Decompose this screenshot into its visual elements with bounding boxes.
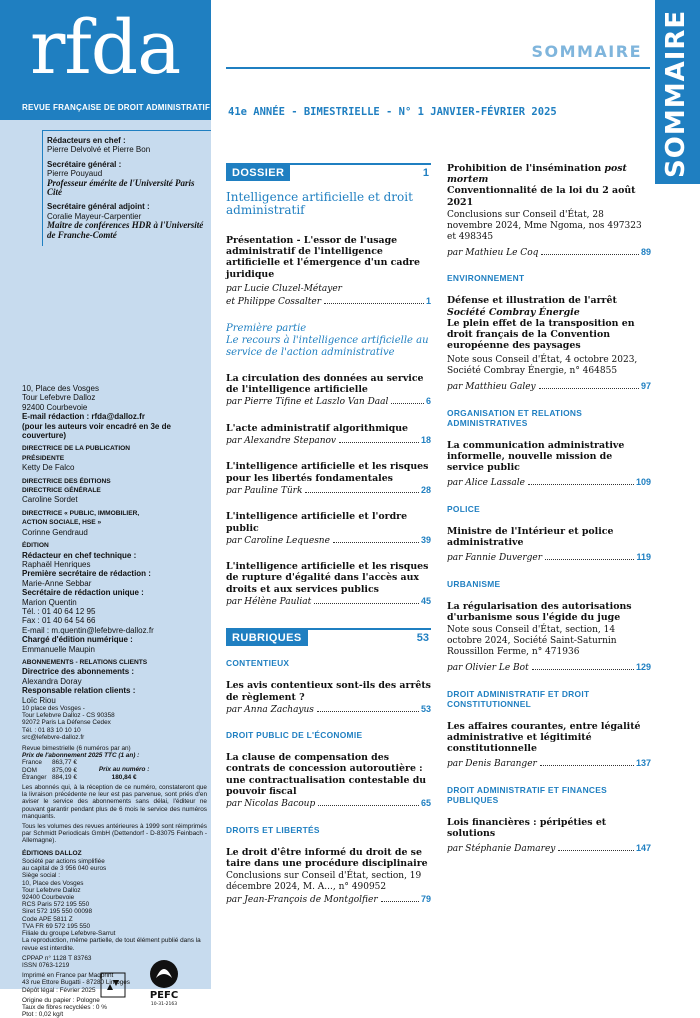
leader-dots bbox=[545, 559, 634, 560]
dossier-page[interactable]: 1 bbox=[422, 167, 429, 179]
volumes-text: Tous les volumes des revues antérieures à 1999 sont réimprimés par Schmidt Periodicals GmbH (Dettendorf - D-83075 Feinbach - Allemagne). bbox=[22, 823, 207, 845]
cppap: CPPAP n° 1128 T 83763 bbox=[22, 954, 92, 962]
dossier-header bbox=[226, 163, 431, 181]
entry-title: Présentation - L'essor de l'usage administratif de l'intelligence artificielle et l'émergence d'un cadre juridique bbox=[226, 235, 420, 280]
toc-entry[interactable] bbox=[226, 561, 431, 608]
prix-num-label: Prix au numéro : bbox=[98, 766, 150, 774]
category-heading: DROIT ADMINISTRATIF ET DROIT CONSTITUTIONNEL bbox=[447, 688, 590, 709]
toc-right-column bbox=[447, 163, 651, 870]
entry-title: La communication administrative informelle, nouvelle mission de service public bbox=[447, 439, 625, 474]
prem-sec-label: Première secrétaire de rédaction : bbox=[22, 569, 151, 579]
pefc-code: 10-31-2163 bbox=[150, 1002, 178, 1007]
prem-sec: Marie-Anne Sebbar bbox=[22, 578, 92, 588]
entry-page: 119 bbox=[636, 552, 651, 563]
leader-dots bbox=[528, 484, 634, 485]
entry-page: 137 bbox=[635, 758, 651, 769]
category-heading: POLICE bbox=[447, 503, 480, 514]
sec-unique: Marion Quentin bbox=[22, 597, 77, 607]
price-value: 863,77 € bbox=[52, 759, 77, 767]
leader-dots bbox=[318, 805, 419, 806]
dir-pub-label2: PRÉSIDENTE bbox=[22, 454, 65, 462]
entry-author: par Jean-François de Montgolfier bbox=[226, 894, 378, 905]
redac-chef: Pierre Delvolvé et Pierre Bon bbox=[47, 145, 151, 155]
price-label: France bbox=[22, 759, 42, 767]
entry-title: Les avis contentieux sont-ils des arrêts de règlement ? bbox=[226, 680, 431, 703]
resp-addr: 10 place des Vosges - bbox=[22, 705, 85, 712]
leader-dots bbox=[339, 442, 419, 443]
entry-author: par Denis Baranger bbox=[447, 759, 537, 770]
sga-label: Secrétaire général adjoint : bbox=[47, 202, 150, 212]
sga-title: Maître de conférences HDR à l'Université de Franche-Comté bbox=[47, 220, 204, 240]
toc-entry[interactable] bbox=[447, 163, 651, 259]
entry-title: L'acte administratif algorithmique bbox=[226, 422, 409, 434]
leader-dots bbox=[558, 850, 634, 851]
siege: Siège social : bbox=[22, 872, 61, 880]
leader-dots bbox=[333, 542, 419, 543]
dir-pi-label: DIRECTRICE « PUBLIC, IMMOBILIER, bbox=[22, 509, 140, 517]
rcs: RCS Paris 572 195 550 bbox=[22, 901, 90, 909]
entry-title: La régularisation des autorisations d'urbanisme sous l'égide du juge bbox=[447, 600, 632, 624]
entry-page: 53 bbox=[420, 703, 431, 714]
toc-entry[interactable] bbox=[226, 511, 431, 547]
entry-page: 129 bbox=[635, 662, 651, 673]
header-rule bbox=[226, 67, 650, 69]
toc-entry[interactable] bbox=[447, 295, 651, 394]
sec-unique-label: Secrétaire de rédaction unique : bbox=[22, 588, 144, 598]
prix-num: 180,84 € bbox=[111, 773, 137, 781]
entry-note: Conclusions sur Conseil d'État, 28 novembre 2024, Mme Ngoma, nos 497323 et 498345 bbox=[447, 209, 642, 242]
depot: Dépôt légal : Février 2025 bbox=[22, 986, 96, 994]
price-table bbox=[22, 759, 207, 781]
entry-author: par Anna Zachayus bbox=[226, 704, 314, 715]
logo-subtitle: REVUE FRANÇAISE DE DROIT ADMINISTRATIF bbox=[22, 103, 211, 112]
entry-note: Note sous Conseil d'État, 4 octobre 2023, Société Combray Énergie, n° 464855 bbox=[447, 355, 638, 377]
category-heading: DROIT ADMINISTRATIF ET FINANCES PUBLIQUES bbox=[447, 784, 608, 805]
entry-page: 89 bbox=[640, 246, 651, 257]
sg-title: Professeur émérite de l'Université Paris Cité bbox=[47, 177, 195, 198]
dir-pub-label: DIRECTRICE DE LA PUBLICATION bbox=[22, 445, 131, 453]
header-sommaire: SOMMAIRE bbox=[531, 42, 642, 61]
price-label: Étranger bbox=[22, 773, 47, 781]
logo: rfda bbox=[30, 5, 181, 91]
sga-name: Coralie Mayeur-Carpentier bbox=[47, 211, 142, 221]
dir-pi: Corinne Gendraud bbox=[22, 527, 88, 537]
toc-entry[interactable] bbox=[226, 423, 431, 448]
toc-entry[interactable] bbox=[447, 817, 651, 856]
partie-block bbox=[226, 323, 431, 359]
redac-chef-label: Rédacteurs en chef : bbox=[47, 136, 126, 145]
price-value: 884,19 € bbox=[52, 773, 77, 781]
category-heading: DROITS ET LIBERTÉS bbox=[226, 824, 320, 835]
rubriques-page[interactable]: 53 bbox=[416, 632, 429, 645]
rev-bim: Revue bimestrielle (6 numéros par an) bbox=[22, 745, 131, 753]
entry-author: par Stéphanie Damarey bbox=[447, 844, 556, 855]
leader-dots bbox=[381, 901, 419, 902]
toc-entry[interactable] bbox=[447, 601, 651, 675]
category-heading: ORGANISATION ET RELATIONS ADMINISTRATIVES bbox=[447, 407, 583, 428]
price-value: 875,09 € bbox=[52, 766, 77, 774]
entry-title: Défense et illustration de l'arrêt bbox=[447, 295, 617, 307]
edition-label: ÉDITION bbox=[22, 542, 49, 550]
redac-tech-label: Rédacteur en chef technique : bbox=[22, 550, 137, 560]
leader-dots bbox=[391, 403, 424, 404]
toc-entry[interactable] bbox=[447, 440, 651, 490]
leader-dots bbox=[532, 669, 634, 670]
entry-subtitle: Le plein effet de la transposition en droit français de la Convention européenne des paysages bbox=[447, 317, 635, 352]
ed-dalloz-label: ÉDITIONS DALLOZ bbox=[22, 849, 82, 857]
entry-title-italic: Société Combray Énergie bbox=[447, 306, 580, 318]
masthead-details bbox=[22, 384, 207, 1018]
toc-entry[interactable] bbox=[447, 526, 651, 565]
issn: ISSN 0763-1219 bbox=[22, 961, 70, 969]
recycle-icon bbox=[100, 972, 126, 998]
dir-pi-label2: ACTION SOCIALE, HSE » bbox=[22, 519, 102, 527]
entry-author: par Nicolas Bacoup bbox=[226, 799, 316, 810]
abonnes-text: Les abonnés qui, à la réception de ce numéro, constateront que la livraison précédente ne leur est pas parvenue, sont priés d'en aviser le service des abonnements sans délai, l'éditeur ne pouvant garantir pendant plus de 6 mois le service des numéros manquants. bbox=[22, 784, 207, 820]
addr-line: Tour Lefebvre Dalloz bbox=[22, 393, 96, 403]
dir-ed-label2: DIRECTRICE GÉNÉRALE bbox=[22, 487, 101, 495]
origine: Origine du papier : Pologne bbox=[22, 996, 100, 1004]
entry-page: 79 bbox=[420, 893, 431, 904]
leader-dots bbox=[539, 388, 639, 389]
masthead-column bbox=[0, 120, 211, 1018]
entry-page: 6 bbox=[425, 396, 431, 407]
abonn-label: ABONNEMENTS - RELATIONS CLIENTS bbox=[22, 658, 148, 666]
entry-author: par Caroline Lequesne bbox=[226, 535, 330, 546]
entry-title: Le droit d'être informé du droit de se taire dans une procédure disciplinaire bbox=[226, 846, 428, 869]
fax: Fax : 01 40 64 54 66 bbox=[22, 616, 96, 626]
logo-block bbox=[0, 0, 211, 120]
entry-subtitle: Conventionnalité de la loi du 2 août 2021 bbox=[447, 185, 636, 208]
toc-entry[interactable] bbox=[226, 847, 431, 907]
imprime2: 43 rue Ettore Bugatti - 87280 Limoges bbox=[22, 979, 130, 987]
dir-abonn: Alexandra Doray bbox=[22, 676, 82, 686]
entry-author: par Hélène Pauliat bbox=[226, 596, 312, 607]
entry-page: 147 bbox=[635, 843, 651, 854]
entry-title: L'intelligence artificielle et les risques de rupture d'égalité dans l'accès aux droits et aux services publics bbox=[226, 561, 429, 595]
imprime: Imprimé en France par Maqprint bbox=[22, 972, 114, 980]
dossier-title: Intelligence artificielle et droit administratif bbox=[226, 190, 413, 217]
entry-title: Les affaires courantes, entre légalité administrative et légitimité constitutionnelle bbox=[447, 720, 641, 755]
entry-page: 109 bbox=[635, 477, 651, 488]
tva: TVA FR 69 572 195 550 bbox=[22, 922, 91, 930]
entry-author: par Alice Lassale bbox=[447, 478, 525, 489]
leader-dots bbox=[317, 711, 419, 712]
leader-dots bbox=[541, 254, 639, 255]
resp-addr: Tour Lefebvre Dalloz - CS 90358 bbox=[22, 712, 115, 720]
entry-page: 1 bbox=[425, 296, 431, 307]
entry-author: par Olivier Le Bot bbox=[447, 663, 529, 674]
entry-author: par Pierre Tifine et Laszlo Van Daal bbox=[226, 397, 389, 408]
category-heading: DROIT PUBLIC DE L'ÉCONOMIE bbox=[226, 730, 363, 741]
issue-line: 41e ANNÉE - BIMESTRIELLE - N° 1 JANVIER-FÉVRIER 2025 bbox=[228, 106, 557, 118]
dir-ed: Caroline Sordet bbox=[22, 495, 78, 505]
entry-title: Prohibition de l'insémination bbox=[447, 163, 602, 174]
entry-author: par Matthieu Galey bbox=[447, 382, 536, 393]
resp-addr: 92072 Paris La Défense Cedex bbox=[22, 719, 111, 727]
entry-page: 97 bbox=[640, 381, 651, 392]
entry-author: par Mathieu Le Coq bbox=[447, 247, 539, 258]
entry-author: par Pauline Türk bbox=[226, 485, 303, 496]
sg-name: Pierre Pouyaud bbox=[47, 169, 103, 179]
toc-entry[interactable] bbox=[226, 235, 431, 309]
sas: Société par actions simplifiée bbox=[22, 858, 105, 866]
entry-page: 45 bbox=[420, 595, 431, 606]
entry-page: 65 bbox=[420, 798, 431, 809]
dir-abonn-label: Directrice des abonnements : bbox=[22, 667, 135, 677]
entry-note: Note sous Conseil d'État, section, 14 octobre 2024, Société Saint-Saturnin Roussillon Ferme, n° 471936 bbox=[447, 625, 617, 658]
toc-entry[interactable] bbox=[226, 461, 431, 497]
dossier-label: DOSSIER bbox=[226, 165, 290, 181]
pefc-logo-icon bbox=[140, 956, 188, 1006]
charge-num: Emmanuelle Maupin bbox=[22, 644, 95, 654]
entry-page: 28 bbox=[420, 484, 431, 495]
entry-note: Conclusions sur Conseil d'État, section, 19 décembre 2024, M. A..., n° 490952 bbox=[226, 870, 422, 892]
toc-middle-column bbox=[226, 163, 431, 920]
entry-page: 39 bbox=[420, 534, 431, 545]
charge-num-label: Chargé d'édition numérique : bbox=[22, 635, 133, 645]
price-label: DOM bbox=[22, 766, 37, 774]
partie-title: Le recours à l'intelligence artificielle au service de l'action administrative bbox=[226, 334, 429, 358]
toc-entry[interactable] bbox=[226, 373, 431, 409]
toc-entry[interactable] bbox=[447, 721, 651, 771]
email-note: (pour les auteurs voir encadré en 3e de couverture) bbox=[22, 421, 171, 441]
siret: Siret 572 195 550 00098 bbox=[22, 908, 93, 916]
ape: Code APE 5811 Z bbox=[22, 915, 73, 923]
redac-tech: Raphaël Henriques bbox=[22, 559, 91, 569]
entry-title: L'intelligence artificielle et l'ordre public bbox=[226, 511, 408, 534]
entry-author: et Philippe Cossalter bbox=[226, 297, 322, 308]
category-heading: URBANISME bbox=[447, 578, 501, 589]
filiale: Filiale du groupe Lefebvre-Sarrut bbox=[22, 930, 116, 938]
entry-page: 18 bbox=[420, 434, 431, 445]
rubriques-header bbox=[226, 628, 431, 646]
siege-line: Tour Lefebvre Dalloz bbox=[22, 886, 81, 894]
dir-pub: Ketty De Falco bbox=[22, 463, 75, 473]
entry-title: La circulation des données au service de l'intelligence artificielle bbox=[226, 372, 424, 396]
partie-label: Première partie bbox=[226, 322, 307, 334]
sg-label: Secrétaire général : bbox=[47, 159, 122, 169]
entry-title: La clause de compensation des contrats de concession autoroutière : une contractualisation contestable du pouvoir fiscal bbox=[226, 752, 427, 797]
leader-dots bbox=[305, 492, 419, 493]
resp: Loïc Riou bbox=[22, 695, 56, 705]
taux: Taux de fibres recyclées : 0 % bbox=[22, 1003, 107, 1011]
ptot: Ptot : 0,02 kg/t bbox=[22, 1011, 64, 1018]
leader-dots bbox=[540, 765, 634, 766]
capital: au capital de 3 956 040 euros bbox=[22, 865, 107, 873]
entry-author: par Fannie Duverger bbox=[447, 553, 543, 564]
vertical-sommaire: SOMMAIRE bbox=[661, 9, 691, 178]
entry-title: L'intelligence artificielle et les risques pour les libertés fondamentales bbox=[226, 461, 429, 484]
entry-author: par Alexandre Stepanov bbox=[226, 435, 337, 446]
tel: Tél. : 01 40 64 12 95 bbox=[22, 606, 96, 616]
rubriques-label: RUBRIQUES bbox=[226, 630, 308, 646]
siege-line: 92400 Courbevoie bbox=[22, 894, 75, 902]
resp-label: Responsable relation clients : bbox=[22, 686, 136, 696]
resp-mail: src@lefebvre-dalloz.fr bbox=[22, 733, 85, 741]
dir-ed-label: DIRECTRICE DES ÉDITIONS bbox=[22, 477, 111, 485]
toc-entry[interactable] bbox=[226, 680, 431, 716]
email2: E-mail : m.quentin@lefebvre-dalloz.fr bbox=[22, 625, 154, 635]
leader-dots bbox=[324, 303, 424, 304]
leader-dots bbox=[314, 603, 419, 604]
toc-entry[interactable] bbox=[226, 752, 431, 810]
entry-title: Ministre de l'Intérieur et police administrative bbox=[447, 525, 614, 549]
entry-title: Lois financières : péripéties et solutions bbox=[447, 816, 607, 840]
category-heading: CONTENTIEUX bbox=[226, 658, 290, 669]
resp-tel: Tél. : 01 83 10 10 10 bbox=[22, 726, 81, 734]
addr-line: 92400 Courbevoie bbox=[22, 402, 88, 412]
siege-line: 10, Place des Vosges bbox=[22, 879, 84, 887]
masthead-editors bbox=[47, 136, 207, 245]
email-line: E-mail rédaction : rfda@dalloz.fr bbox=[22, 412, 145, 422]
pefc-text: PEFC bbox=[149, 990, 179, 1001]
addr-line: 10, Place des Vosges bbox=[22, 384, 99, 393]
repro: La reproduction, même partielle, de tout élément publié dans la revue est interdite. bbox=[22, 937, 201, 952]
entry-author: par Lucie Cluzel-Métayer bbox=[226, 283, 342, 294]
category-heading: ENVIRONNEMENT bbox=[447, 273, 525, 284]
prix-label: Prix de l'abonnement 2025 TTC (1 an) : bbox=[22, 752, 140, 760]
entry-title-italic: post mortem bbox=[447, 163, 627, 186]
